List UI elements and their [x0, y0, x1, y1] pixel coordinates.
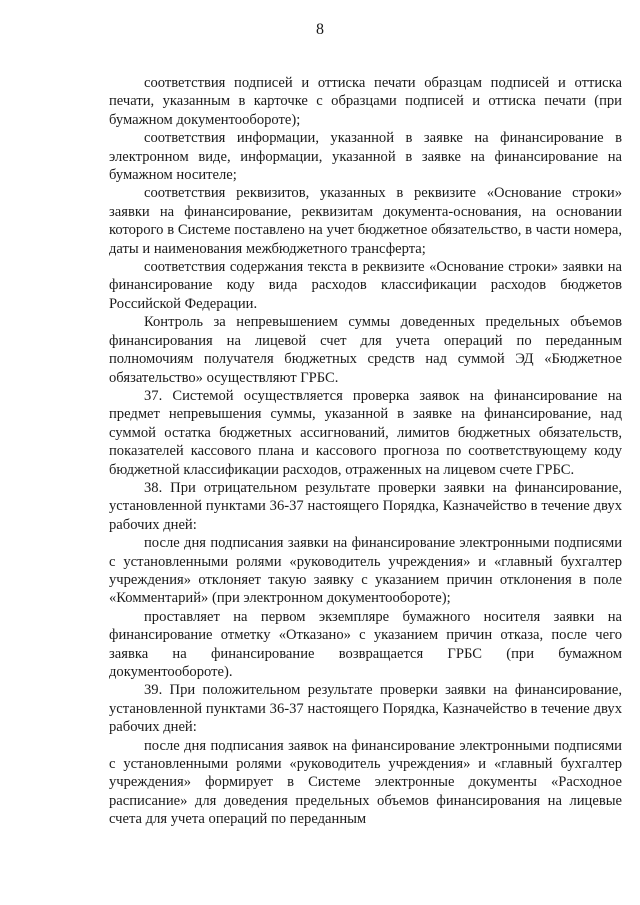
paragraph: соответствия информации, указанной в заявке на финансирование в электронном виде, информации, указанной в заявке на финансирование на бумажном носителе;: [109, 130, 622, 184]
paragraph: после дня подписания заявок на финансирование электронными подписями с установленными ролями «руководитель учреждения» и «главный бухгалтер учреждения» формирует в Системе электронные документы «Расходное расписание» для доведения предельных объемов финансирования на лицевые счета для учета операций по переданным: [109, 737, 622, 828]
page-number: 8: [316, 21, 324, 38]
paragraph: 38. При отрицательном результате проверки заявки на финансирование, установленной пунктами 36-37 настоящего Порядка, Казначейство в течение двух рабочих дней:: [109, 479, 622, 533]
paragraph: соответствия реквизитов, указанных в реквизите «Основание строки» заявки на финансирование, реквизитам документа-основания, на основании которого в Системе поставлено на учет бюджетное обязательство, в части номера, даты и наименования межбюджетного трансферта;: [109, 185, 622, 257]
document-body: [109, 74, 622, 829]
paragraph: соответствия содержания текста в реквизите «Основание строки» заявки на финансирование коду вида расходов классификации расходов бюджетов Российской Федерации.: [109, 259, 622, 312]
paragraph: Контроль за непревышением суммы доведенных предельных объемов финансирования на лицевой счет для учета операций по переданным полномочиям получателя бюджетных средств над суммой ЭД «Бюджетное обязательство» осуществляют ГРБС.: [109, 314, 622, 386]
paragraph: соответствия подписей и оттиска печати образцам подписей и оттиска печати, указанным в карточке с образцами подписей и оттиска печати (при бумажном документообороте);: [109, 75, 622, 128]
paragraph: проставляет на первом экземпляре бумажного носителя заявки на финансирование отметку «Отказано» с указанием причин отказа, после чего заявка на финансирование возвращается ГРБС (при бумажном документообороте).: [109, 608, 622, 680]
paragraph: 37. Системой осуществляется проверка заявок на финансирование на предмет непревышения суммы, указанной в заявке на финансирование, над суммой остатка бюджетных ассигнований, лимитов бюджетных обязательств, показателей кассового плана и кассового прогноза по соответствующему коду бюджетной классификации расходов, отраженных на лицевом счете ГРБС.: [109, 387, 622, 478]
paragraph: 39. При положительном результате проверки заявки на финансирование, установленной пунктами 36-37 настоящего Порядка, Казначейство в течение двух рабочих дней:: [109, 682, 622, 736]
paragraph: после дня подписания заявки на финансирование электронными подписями с установленными ролями «руководитель учреждения» и «главный бухгалтер учреждения» отклоняет такую заявку с указанием причин отклонения в поле «Комментарий» (при электронном документообороте);: [109, 535, 622, 607]
